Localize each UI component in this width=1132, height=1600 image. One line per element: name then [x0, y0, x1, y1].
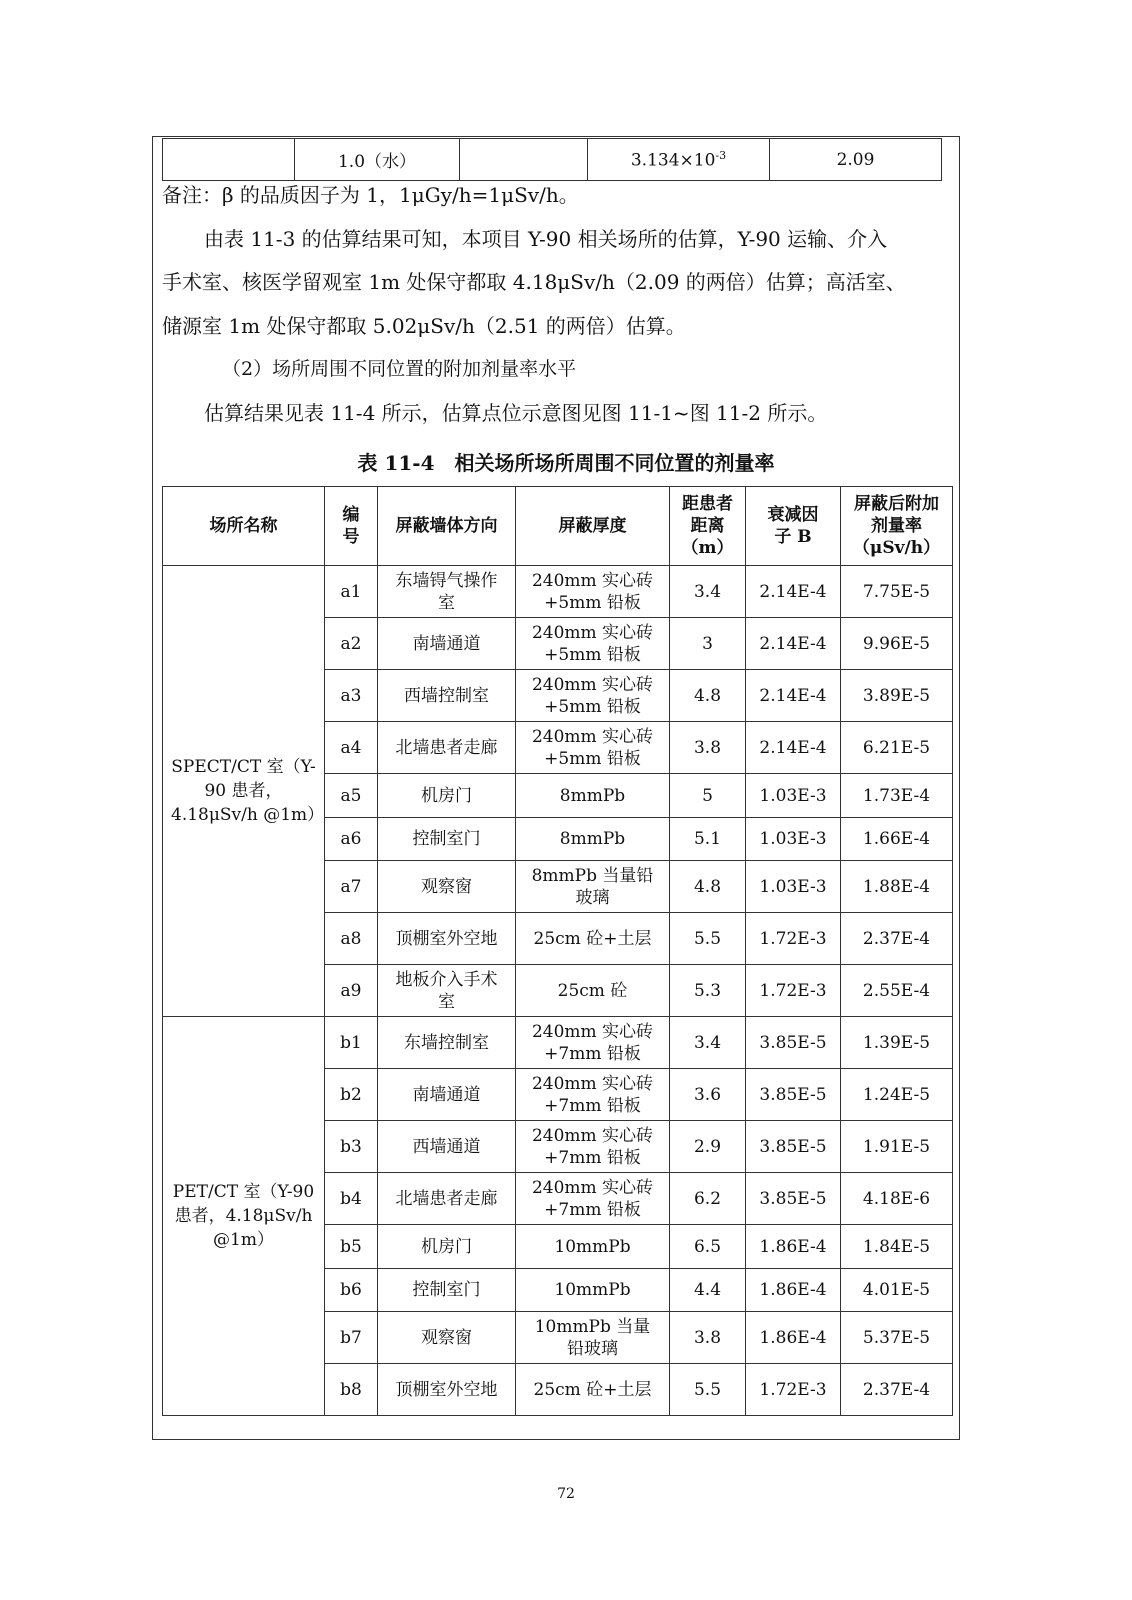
shield-thickness-cell: 8mmPb — [516, 818, 670, 861]
attenuation-factor-cell: 3.85E-5 — [746, 1017, 841, 1069]
header-cell: 屏蔽墙体方向 — [378, 487, 516, 566]
header-cell: 编号 — [325, 487, 378, 566]
point-id-cell: b2 — [325, 1069, 378, 1121]
attenuation-factor-cell: 1.03E-3 — [746, 774, 841, 818]
wall-direction-cell: 西墙通道 — [378, 1121, 516, 1173]
distance-cell: 5.1 — [670, 818, 746, 861]
wall-direction-cell: 东墙锝气操作室 — [378, 566, 516, 618]
header-cell: 屏蔽后附加剂量率（μSv/h） — [841, 487, 953, 566]
attenuation-factor-cell: 1.72E-3 — [746, 1364, 841, 1416]
attenuation-factor-cell: 1.03E-3 — [746, 818, 841, 861]
distance-cell: 4.4 — [670, 1269, 746, 1312]
wall-direction-cell: 机房门 — [378, 1225, 516, 1269]
wall-direction-cell: 北墙患者走廊 — [378, 1173, 516, 1225]
attenuation-factor-cell: 2.14E-4 — [746, 618, 841, 670]
dose-rate-cell: 7.75E-5 — [841, 566, 953, 618]
paragraph-line: 手术室、核医学留观室 1m 处保守都取 4.18μSv/h（2.09 的两倍）估算；高活室、 — [162, 270, 906, 294]
distance-cell: 3.4 — [670, 566, 746, 618]
distance-cell: 4.8 — [670, 670, 746, 722]
shield-thickness-cell: 8mmPb — [516, 774, 670, 818]
paragraph-line: 估算结果见表 11-4 所示，估算点位示意图见图 11-1~图 11-2 所示。 — [204, 401, 828, 425]
location-name-cell: SPECT/CT 室（Y-90 患者，4.18μSv/h @1m） — [163, 566, 325, 1017]
wall-direction-cell: 机房门 — [378, 774, 516, 818]
shield-thickness-cell: 25cm 砼+土层 — [516, 913, 670, 965]
attenuation-factor-cell: 1.72E-3 — [746, 965, 841, 1017]
point-id-cell: a6 — [325, 818, 378, 861]
dose-rate-cell: 1.73E-4 — [841, 774, 953, 818]
wall-direction-cell: 西墙控制室 — [378, 670, 516, 722]
shield-thickness-cell: 10mmPb — [516, 1269, 670, 1312]
shield-thickness-cell: 240mm 实心砖+5mm 铅板 — [516, 618, 670, 670]
point-id-cell: b5 — [325, 1225, 378, 1269]
paragraph-line: 储源室 1m 处保守都取 5.02μSv/h（2.51 的两倍）估算。 — [162, 314, 686, 338]
dose-rate-cell: 1.84E-5 — [841, 1225, 953, 1269]
dose-rate-cell: 1.66E-4 — [841, 818, 953, 861]
point-id-cell: a5 — [325, 774, 378, 818]
value-exponent: -3 — [715, 148, 727, 162]
point-id-cell: a7 — [325, 861, 378, 913]
distance-cell: 3.4 — [670, 1017, 746, 1069]
wall-direction-cell: 南墙通道 — [378, 618, 516, 670]
distance-cell: 4.8 — [670, 861, 746, 913]
point-id-cell: b4 — [325, 1173, 378, 1225]
shield-thickness-cell: 240mm 实心砖+7mm 铅板 — [516, 1121, 670, 1173]
point-id-cell: b3 — [325, 1121, 378, 1173]
wall-direction-cell: 顶棚室外空地 — [378, 1364, 516, 1416]
attenuation-factor-cell: 2.14E-4 — [746, 670, 841, 722]
distance-cell: 3.6 — [670, 1069, 746, 1121]
point-id-cell: a8 — [325, 913, 378, 965]
shield-thickness-cell: 240mm 实心砖+5mm 铅板 — [516, 722, 670, 774]
location-name-cell: PET/CT 室（Y-90 患者，4.18μSv/h @1m） — [163, 1017, 325, 1416]
header-cell: 场所名称 — [163, 487, 325, 566]
attenuation-factor-cell: 1.03E-3 — [746, 861, 841, 913]
header-cell: 距患者距离（m） — [670, 487, 746, 566]
table-cell — [460, 139, 588, 181]
wall-direction-cell: 控制室门 — [378, 1269, 516, 1312]
shield-thickness-cell: 25cm 砼 — [516, 965, 670, 1017]
dose-rate-cell: 9.96E-5 — [841, 618, 953, 670]
table-cell: 2.09 — [770, 139, 942, 181]
section-heading: （2）场所周围不同位置的附加剂量率水平 — [222, 358, 577, 380]
table-row — [163, 139, 942, 181]
point-id-cell: a9 — [325, 965, 378, 1017]
dose-rate-cell: 1.91E-5 — [841, 1121, 953, 1173]
previous-table-last-row — [162, 138, 942, 181]
page-number: 72 — [557, 1486, 575, 1502]
point-id-cell: b8 — [325, 1364, 378, 1416]
wall-direction-cell: 控制室门 — [378, 818, 516, 861]
point-id-cell: b7 — [325, 1312, 378, 1364]
shield-thickness-cell: 240mm 实心砖+5mm 铅板 — [516, 566, 670, 618]
dose-rate-cell: 5.37E-5 — [841, 1312, 953, 1364]
value-base: 3.134×10 — [630, 150, 716, 171]
note-text: 备注：β 的品质因子为 1，1μGy/h=1μSv/h。 — [162, 183, 579, 207]
shield-thickness-cell: 240mm 实心砖+7mm 铅板 — [516, 1173, 670, 1225]
wall-direction-cell: 地板介入手术室 — [378, 965, 516, 1017]
point-id-cell: a3 — [325, 670, 378, 722]
shield-thickness-cell: 10mmPb 当量铅玻璃 — [516, 1312, 670, 1364]
table-row — [163, 566, 953, 618]
dose-rate-cell: 3.89E-5 — [841, 670, 953, 722]
point-id-cell: a4 — [325, 722, 378, 774]
dose-rate-cell: 2.55E-4 — [841, 965, 953, 1017]
distance-cell: 5 — [670, 774, 746, 818]
dose-rate-table — [162, 486, 953, 1416]
wall-direction-cell: 南墙通道 — [378, 1069, 516, 1121]
table-header-row — [163, 487, 953, 566]
shield-thickness-cell: 25cm 砼+土层 — [516, 1364, 670, 1416]
point-id-cell: a1 — [325, 566, 378, 618]
table-row — [163, 1017, 953, 1069]
table-caption: 表 11-4 相关场所场所周围不同位置的剂量率 — [357, 451, 775, 475]
attenuation-factor-cell: 3.85E-5 — [746, 1069, 841, 1121]
distance-cell: 3 — [670, 618, 746, 670]
wall-direction-cell: 观察窗 — [378, 861, 516, 913]
distance-cell: 6.5 — [670, 1225, 746, 1269]
attenuation-factor-cell: 3.85E-5 — [746, 1121, 841, 1173]
distance-cell: 5.5 — [670, 1364, 746, 1416]
point-id-cell: a2 — [325, 618, 378, 670]
dose-rate-cell: 1.39E-5 — [841, 1017, 953, 1069]
shield-thickness-cell: 240mm 实心砖+5mm 铅板 — [516, 670, 670, 722]
distance-cell: 5.5 — [670, 913, 746, 965]
distance-cell: 6.2 — [670, 1173, 746, 1225]
table-cell — [588, 139, 770, 181]
dose-rate-cell: 1.88E-4 — [841, 861, 953, 913]
shield-thickness-cell: 240mm 实心砖+7mm 铅板 — [516, 1017, 670, 1069]
wall-direction-cell: 东墙控制室 — [378, 1017, 516, 1069]
distance-cell: 5.3 — [670, 965, 746, 1017]
dose-rate-cell: 6.21E-5 — [841, 722, 953, 774]
attenuation-factor-cell: 1.86E-4 — [746, 1225, 841, 1269]
attenuation-factor-cell: 3.85E-5 — [746, 1173, 841, 1225]
header-cell: 屏蔽厚度 — [516, 487, 670, 566]
attenuation-factor-cell: 1.86E-4 — [746, 1312, 841, 1364]
dose-rate-cell: 1.24E-5 — [841, 1069, 953, 1121]
attenuation-factor-cell: 1.86E-4 — [746, 1269, 841, 1312]
wall-direction-cell: 观察窗 — [378, 1312, 516, 1364]
dose-rate-cell: 4.18E-6 — [841, 1173, 953, 1225]
distance-cell: 2.9 — [670, 1121, 746, 1173]
shield-thickness-cell: 10mmPb — [516, 1225, 670, 1269]
shield-thickness-cell: 8mmPb 当量铅玻璃 — [516, 861, 670, 913]
header-cell: 衰减因子 B — [746, 487, 841, 566]
attenuation-factor-cell: 2.14E-4 — [746, 566, 841, 618]
distance-cell: 3.8 — [670, 1312, 746, 1364]
wall-direction-cell: 北墙患者走廊 — [378, 722, 516, 774]
table-cell — [163, 139, 295, 181]
dose-rate-cell: 2.37E-4 — [841, 1364, 953, 1416]
wall-direction-cell: 顶棚室外空地 — [378, 913, 516, 965]
point-id-cell: b1 — [325, 1017, 378, 1069]
paragraph-line: 由表 11-3 的估算结果可知，本项目 Y-90 相关场所的估算，Y-90 运输、介入 — [204, 227, 888, 251]
distance-cell: 3.8 — [670, 722, 746, 774]
attenuation-factor-cell: 1.72E-3 — [746, 913, 841, 965]
dose-rate-cell: 4.01E-5 — [841, 1269, 953, 1312]
table-cell: 1.0（水） — [295, 139, 460, 181]
dose-rate-cell: 2.37E-4 — [841, 913, 953, 965]
attenuation-factor-cell: 2.14E-4 — [746, 722, 841, 774]
point-id-cell: b6 — [325, 1269, 378, 1312]
shield-thickness-cell: 240mm 实心砖+7mm 铅板 — [516, 1069, 670, 1121]
